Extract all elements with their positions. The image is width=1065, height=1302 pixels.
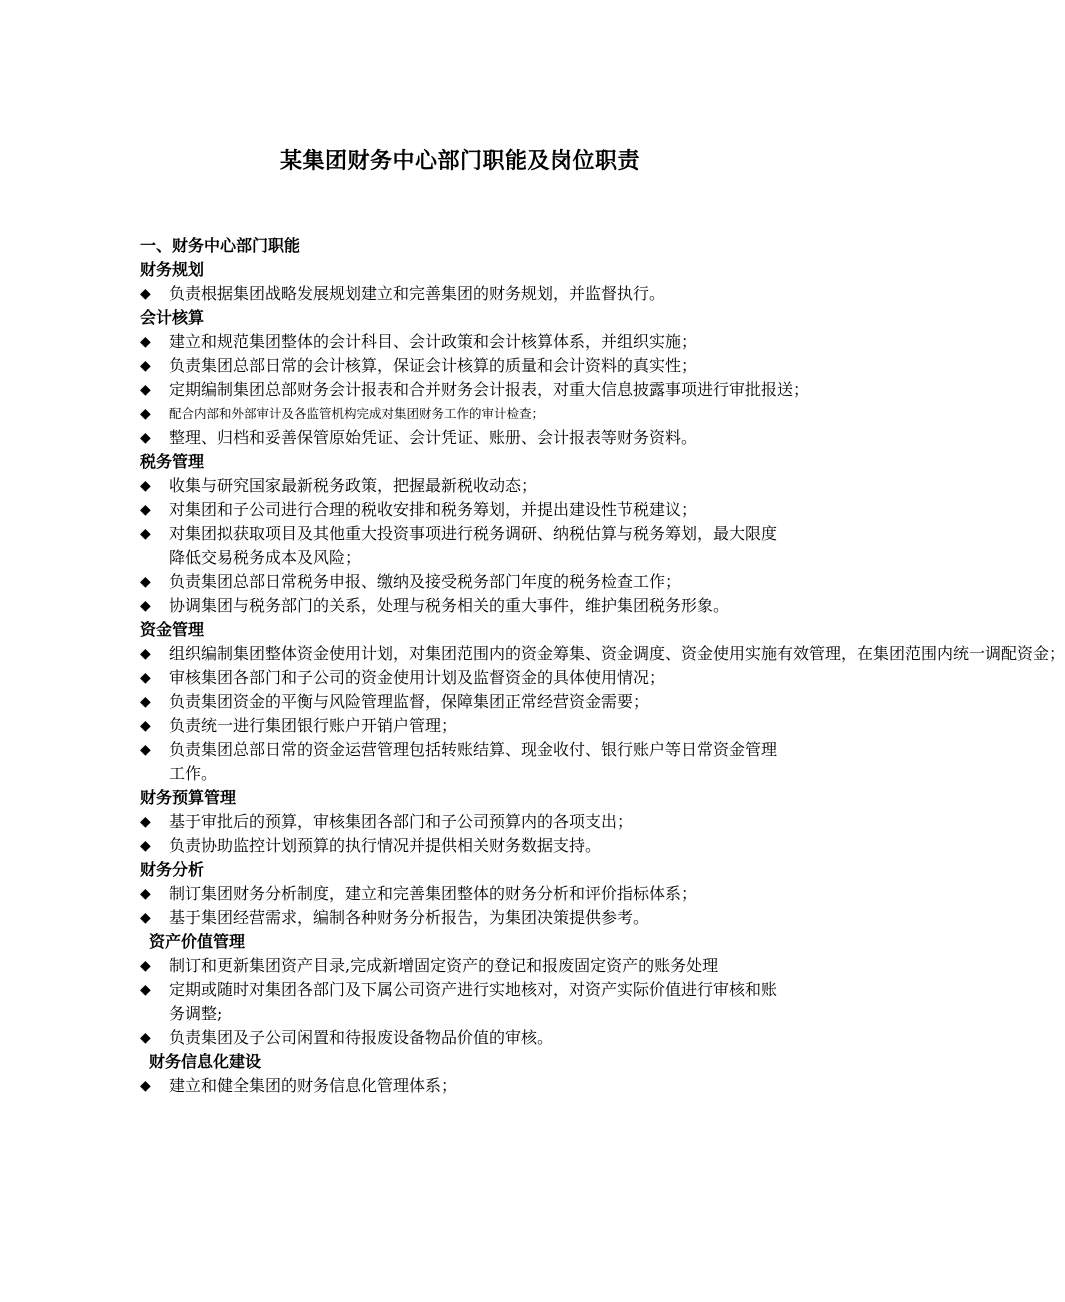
subsection-heading: 会计核算 [140,308,205,327]
diamond-bullet-icon: ◆ [140,718,151,734]
diamond-bullet-icon: ◆ [140,1030,151,1046]
diamond-bullet-icon: ◆ [140,838,151,854]
subsection-heading: 财务规划 [140,260,205,279]
subsection-heading: 资金管理 [140,620,205,639]
list-item [140,738,785,786]
document-title: 某集团财务中心部门职能及岗位职责 [279,149,640,174]
list-item-text: 负责集团资金的平衡与风险管理监督，保障集团正常经营资金需要； [169,692,650,711]
list-item [140,714,785,738]
subsection-heading: 财务预算管理 [140,788,237,807]
diamond-bullet-icon: ◆ [140,982,151,998]
list-item-text: 审核集团各部门和子公司的资金使用计划及监督资金的具体使用情况； [169,668,666,687]
list-item-text: 建立和健全集团的财务信息化管理体系； [169,1076,458,1095]
list-item [140,834,785,858]
list-item-text: 定期或随时对集团各部门及下属公司资产进行实地核对，对资产实际价值进行审核和账务调整; [169,980,778,1023]
diamond-bullet-icon: ◆ [140,742,151,758]
diamond-bullet-icon: ◆ [140,574,151,590]
diamond-bullet-icon: ◆ [140,382,151,398]
list-item-text: 配合内部和外部审计及各监管机构完成对集团财务工作的审计检查； [169,406,545,421]
list-item-text: 对集团拟获取项目及其他重大投资事项进行税务调研、纳税估算与税务筹划，最大限度降低交易税务成本及风险； [169,524,778,567]
subsection-heading: 税务管理 [140,452,205,471]
list-item [140,954,785,978]
diamond-bullet-icon: ◆ [140,886,151,902]
list-item [140,882,785,906]
list-item [140,978,785,1026]
list-item [140,1074,785,1098]
list-item [140,522,785,570]
list-item-text: 收集与研究国家最新税务政策，把握最新税收动态； [169,476,538,495]
list-item [140,666,785,690]
diamond-bullet-icon: ◆ [140,526,151,542]
list-item-text: 组织编制集团整体资金使用计划，对集团范围内的资金筹集、资金调度、资金使用实施有效管理，在集团范围内统一调配资金； [169,644,1065,663]
list-item [140,594,785,618]
list-item-text: 建立和规范集团整体的会计科目、会计政策和会计核算体系，并组织实施； [169,332,698,351]
list-item-text: 负责集团及子公司闲置和待报废设备物品价值的审核。 [169,1028,554,1047]
list-item [140,354,785,378]
list-item-text: 负责根据集团战略发展规划建立和完善集团的财务规划，并监督执行。 [169,284,666,303]
list-item-text: 基于审批后的预算，审核集团各部门和子公司预算内的各项支出； [169,812,634,831]
diamond-bullet-icon: ◆ [140,694,151,710]
list-item-text: 负责协助监控计划预算的执行情况并提供相关财务数据支持。 [169,836,602,855]
diamond-bullet-icon: ◆ [140,502,151,518]
diamond-bullet-icon: ◆ [140,430,151,446]
diamond-bullet-icon: ◆ [140,910,151,926]
list-item-text: 负责集团总部日常的会计核算，保证会计核算的质量和会计资料的真实性； [169,356,698,375]
list-item-text: 对集团和子公司进行合理的税收安排和税务筹划，并提出建设性节税建议； [169,500,698,519]
diamond-bullet-icon: ◆ [140,478,151,494]
diamond-bullet-icon: ◆ [140,286,151,302]
diamond-bullet-icon: ◆ [140,598,151,614]
list-item-text: 负责集团总部日常税务申报、缴纳及接受税务部门年度的税务检查工作； [169,572,682,591]
subsection-heading: 财务分析 [140,860,205,879]
section-heading: 一、财务中心部门职能 [140,236,301,255]
list-item [140,690,785,714]
diamond-bullet-icon: ◆ [140,958,151,974]
list-item [140,570,785,594]
document-body [140,234,1065,1098]
list-item [140,810,785,834]
list-item [140,906,785,930]
diamond-bullet-icon: ◆ [140,358,151,374]
list-item [140,474,785,498]
diamond-bullet-icon: ◆ [140,814,151,830]
list-item [140,282,785,306]
list-item-text: 协调集团与税务部门的关系，处理与税务相关的重大事件，维护集团税务形象。 [169,596,730,615]
list-item-text: 定期编制集团总部财务会计报表和合并财务会计报表，对重大信息披露事项进行审批报送； [169,380,810,399]
list-item-text: 制订集团财务分析制度，建立和完善集团整体的财务分析和评价指标体系； [169,884,698,903]
diamond-bullet-icon: ◆ [140,1078,151,1094]
diamond-bullet-icon: ◆ [140,670,151,686]
list-item [140,378,810,402]
list-item-text: 基于集团经营需求，编制各种财务分析报告，为集团决策提供参考。 [169,908,650,927]
list-item-text: 制订和更新集团资产目录,完成新增固定资产的登记和报废固定资产的账务处理 [169,956,719,975]
diamond-bullet-icon: ◆ [140,334,151,350]
list-item [140,498,785,522]
list-item [140,426,785,450]
list-item-text: 整理、归档和妥善保管原始凭证、会计凭证、账册、会计报表等财务资料。 [169,428,698,447]
list-item-text: 负责集团总部日常的资金运营管理包括转账结算、现金收付、银行账户等日常资金管理工作。 [169,740,778,783]
subsection-heading: 资产价值管理 [149,932,246,951]
list-item [140,642,1065,666]
diamond-bullet-icon: ◆ [140,646,151,662]
diamond-bullet-icon: ◆ [140,406,151,422]
list-item [140,330,785,354]
list-item-text: 负责统一进行集团银行账户开销户管理； [169,716,458,735]
list-item [140,402,785,426]
subsection-heading: 财务信息化建设 [149,1052,262,1071]
list-item [140,1026,785,1050]
